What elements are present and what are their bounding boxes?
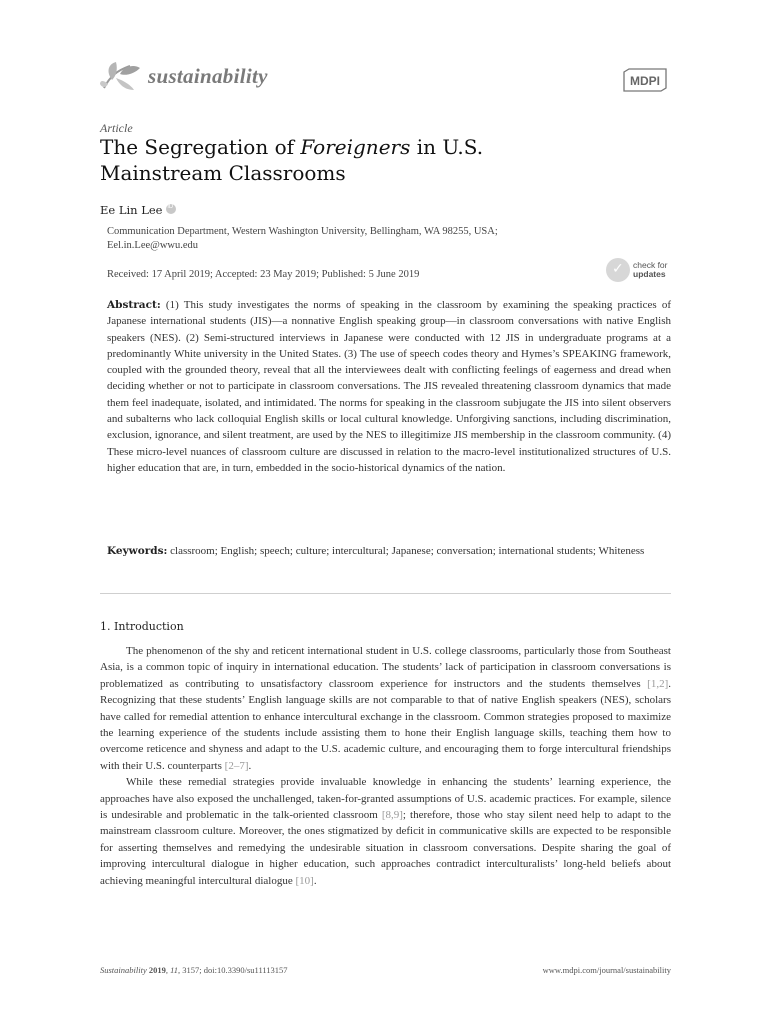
footer-url[interactable]: www.mdpi.com/journal/sustainability [542, 965, 671, 975]
paragraph [100, 774, 671, 889]
section-heading: 1. Introduction [100, 620, 184, 633]
citation-link[interactable]: [1,2] [647, 677, 669, 690]
paragraph-text: While these remedial strategies provide invaluable knowledge in enhancing the students’ learning experience, the approaches have also exposed the unchallenged, taken-for-granted assumptions of U.S. academic practices. For example, silence is undesirable and problematic in the talk-oriented classroom [100, 776, 671, 822]
paragraph-text: . [248, 759, 252, 772]
footer-volume: 11 [170, 965, 178, 975]
section-divider [100, 593, 671, 594]
journal-logo[interactable] [100, 58, 268, 94]
keywords-text: classroom; English; speech; culture; intercultural; Japanese; conversation; international students; Whiteness [170, 545, 645, 557]
publisher-logo[interactable] [621, 68, 669, 92]
introduction-body [100, 643, 671, 889]
affiliation [107, 225, 577, 253]
affiliation-line: Communication Department, Western Washington University, Bellingham, WA 98255, USA; [107, 226, 498, 237]
paragraph [100, 643, 671, 774]
check-for-updates-badge[interactable] [606, 258, 668, 282]
title-italic: Foreigners [300, 135, 411, 159]
citation-link[interactable]: [8,9] [381, 809, 403, 822]
footer-year: 2019 [148, 965, 166, 975]
footer-doi[interactable]: , 3157; doi:10.3390/su11113157 [178, 965, 288, 975]
updates-line1: check for [633, 260, 668, 270]
author-line [100, 203, 176, 217]
abstract-label: Abstract: [107, 299, 161, 311]
paragraph-text: The phenomenon of the shy and reticent international student in U.S. college classrooms, particularly those from Southeast Asia, is a common topic of inquiry in international education. The students’ lack of participation in classroom conversations is problematized as contributing to unsatisfactory classroom experience for instructors and the students themselves [100, 645, 671, 690]
updates-text [633, 261, 668, 279]
title-part1: The Segregation of [100, 135, 301, 159]
abstract-text: (1) This study investigates the norms of speaking in the classroom by examining the speaking practices of Japanese international students (JIS)—a nonnative English speaking group—in classroom conversations with native English speakers (NES). (2) Semi-structured interviews in Japanese were conducted with 12 JIS in undergraduate programs at a predominantly White university in the United States. (3) The use of speech codes theory and Hymes’s SPEAKING framework, coupled with the grounded theory, reveal that all the interviewees dealt with conflicting feelings of eagerness and dread when deciding whether or not to participate in classroom conversations. The JIS revealed threatening classroom dynamics that made them feel inadequate, isolated, and intimidated. The norms for speaking in the classroom subjugate the JIS into silent observers and subalterns who lack colloquial English skills or local cultural knowledge. Unforgiving sanctions, including discrimination, exclusion, ignorance, and silent treatment, are used by the NES to illegitimize JIS membership in the classroom community. (4) These micro-level nuances of classroom culture are discussed in relation to the macro-level institutionalized structures of U.S. higher education that are, in turn, embedded in the socio-historical dynamics of the nation. [107, 299, 671, 474]
publication-dates: Received: 17 April 2019; Accepted: 23 May 2019; Published: 5 June 2019 [107, 269, 420, 280]
publisher-logo-text: MDPI [630, 74, 660, 88]
abstract [107, 297, 671, 476]
keywords-label: Keywords: [107, 545, 168, 557]
leaf-icon [100, 58, 142, 94]
check-icon [606, 258, 630, 282]
orcid-icon[interactable] [166, 204, 176, 214]
footer-journal: Sustainability [100, 965, 147, 975]
updates-line2: updates [633, 269, 666, 279]
keywords [107, 543, 671, 559]
author-name[interactable]: Ee Lin Lee [100, 203, 163, 217]
paragraph-text: ; therefore, those who stay silent need help to adapt to the mainstream classroom culture. Moreover, the ones stigmatized by deficit in communicative skills are expected to be responsible for asserting themselves and remedying the undesirable situation in classroom conversations. Despite sharing the goal of improving intercultural dialogue in higher education, such approaches contradict interculturalists’ long-held beliefs about achieving meaningful intercultural dialogue [100, 809, 671, 887]
paragraph-text: . Recognizing that these students’ English language skills are not comparable to that of native English speakers (NES), scholars have called for remedial attention to enhance intercultural exchange in the classroom. Common strategies proposed to maximize the learning experience of the students include assisting them to hone their English language skills, teaching them how to overcome reticence and shyness and adapt to the U.S. academic culture, and encouraging them to forge intercultural friendships with their U.S. counterparts [100, 677, 671, 772]
citation-link[interactable]: [10] [295, 874, 314, 887]
paper-title [100, 134, 620, 186]
paragraph-text: . [313, 874, 317, 887]
footer-citation: Sustainability 2019, 11, 3157; doi:10.3390/su11113157 [100, 965, 288, 975]
author-email[interactable]: Eel.in.Lee@wwu.edu [107, 240, 199, 251]
title-part2: in U.S. [410, 135, 484, 159]
journal-name: sustainability [148, 63, 268, 88]
article-type: Article [100, 121, 133, 135]
title-line2: Mainstream Classrooms [100, 161, 346, 185]
citation-link[interactable]: [2–7] [224, 759, 249, 772]
